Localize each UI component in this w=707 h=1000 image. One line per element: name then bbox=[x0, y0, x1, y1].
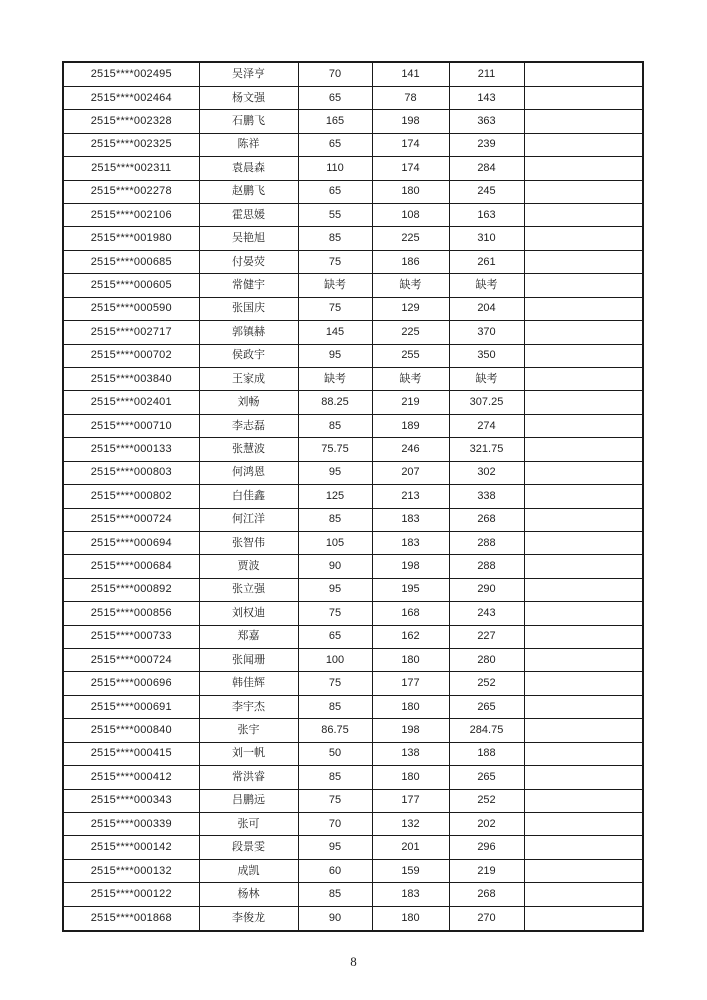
table-row bbox=[63, 859, 643, 882]
remarks-cell bbox=[524, 789, 643, 812]
total-score-cell: 363 bbox=[449, 110, 524, 133]
candidate-id-cell: 2515****002495 bbox=[63, 62, 199, 86]
score-2-cell: 207 bbox=[372, 461, 449, 484]
total-score-cell: 296 bbox=[449, 836, 524, 859]
table-row bbox=[63, 86, 643, 109]
name-cell: 付晏荧 bbox=[199, 250, 298, 273]
table-row bbox=[63, 719, 643, 742]
table-row bbox=[63, 812, 643, 835]
table-row bbox=[63, 180, 643, 203]
remarks-cell bbox=[524, 250, 643, 273]
table-row bbox=[63, 297, 643, 320]
remarks-cell bbox=[524, 110, 643, 133]
table-row bbox=[63, 836, 643, 859]
candidate-id-cell: 2515****002325 bbox=[63, 133, 199, 156]
score-2-cell: 108 bbox=[372, 204, 449, 227]
total-score-cell: 288 bbox=[449, 555, 524, 578]
candidate-id-cell: 2515****000733 bbox=[63, 625, 199, 648]
name-cell: 吕鹏远 bbox=[199, 789, 298, 812]
score-2-cell: 180 bbox=[372, 180, 449, 203]
score-2-cell: 225 bbox=[372, 321, 449, 344]
score-1-cell: 65 bbox=[298, 86, 372, 109]
total-score-cell: 缺考 bbox=[449, 367, 524, 390]
candidate-id-cell: 2515****001980 bbox=[63, 227, 199, 250]
remarks-cell bbox=[524, 485, 643, 508]
candidate-id-cell: 2515****002328 bbox=[63, 110, 199, 133]
total-score-cell: 188 bbox=[449, 742, 524, 765]
score-2-cell: 198 bbox=[372, 719, 449, 742]
score-1-cell: 60 bbox=[298, 859, 372, 882]
score-2-cell: 78 bbox=[372, 86, 449, 109]
candidate-id-cell: 2515****000339 bbox=[63, 812, 199, 835]
remarks-cell bbox=[524, 321, 643, 344]
score-1-cell: 85 bbox=[298, 414, 372, 437]
total-score-cell: 243 bbox=[449, 602, 524, 625]
table-row bbox=[63, 555, 643, 578]
score-2-cell: 159 bbox=[372, 859, 449, 882]
score-1-cell: 50 bbox=[298, 742, 372, 765]
table-row bbox=[63, 789, 643, 812]
candidate-id-cell: 2515****000892 bbox=[63, 578, 199, 601]
score-2-cell: 141 bbox=[372, 62, 449, 86]
score-2-cell: 213 bbox=[372, 485, 449, 508]
candidate-id-cell: 2515****000590 bbox=[63, 297, 199, 320]
table-row bbox=[63, 62, 643, 86]
remarks-cell bbox=[524, 508, 643, 531]
remarks-cell bbox=[524, 133, 643, 156]
total-score-cell: 370 bbox=[449, 321, 524, 344]
remarks-cell bbox=[524, 391, 643, 414]
name-cell: 张宇 bbox=[199, 719, 298, 742]
name-cell: 何江洋 bbox=[199, 508, 298, 531]
total-score-cell: 252 bbox=[449, 789, 524, 812]
remarks-cell bbox=[524, 86, 643, 109]
table-row bbox=[63, 461, 643, 484]
score-2-cell: 138 bbox=[372, 742, 449, 765]
name-cell: 袁晨森 bbox=[199, 157, 298, 180]
candidate-id-cell: 2515****002311 bbox=[63, 157, 199, 180]
score-1-cell: 86.75 bbox=[298, 719, 372, 742]
total-score-cell: 268 bbox=[449, 508, 524, 531]
remarks-cell bbox=[524, 672, 643, 695]
name-cell: 吴艳旭 bbox=[199, 227, 298, 250]
score-1-cell: 55 bbox=[298, 204, 372, 227]
table-row bbox=[63, 485, 643, 508]
score-2-cell: 129 bbox=[372, 297, 449, 320]
table-row bbox=[63, 883, 643, 906]
name-cell: 张国庆 bbox=[199, 297, 298, 320]
score-1-cell: 70 bbox=[298, 62, 372, 86]
candidate-id-cell: 2515****000685 bbox=[63, 250, 199, 273]
total-score-cell: 261 bbox=[449, 250, 524, 273]
name-cell: 成凯 bbox=[199, 859, 298, 882]
name-cell: 陈祥 bbox=[199, 133, 298, 156]
table-row bbox=[63, 250, 643, 273]
score-1-cell: 75.75 bbox=[298, 438, 372, 461]
table-row bbox=[63, 766, 643, 789]
score-2-cell: 缺考 bbox=[372, 274, 449, 297]
candidate-id-cell: 2515****000415 bbox=[63, 742, 199, 765]
table-row bbox=[63, 344, 643, 367]
total-score-cell: 202 bbox=[449, 812, 524, 835]
table-row bbox=[63, 438, 643, 461]
score-2-cell: 180 bbox=[372, 766, 449, 789]
remarks-cell bbox=[524, 836, 643, 859]
remarks-cell bbox=[524, 695, 643, 718]
name-cell: 常洪睿 bbox=[199, 766, 298, 789]
candidate-id-cell: 2515****000840 bbox=[63, 719, 199, 742]
score-2-cell: 183 bbox=[372, 883, 449, 906]
score-1-cell: 100 bbox=[298, 649, 372, 672]
candidate-id-cell: 2515****000122 bbox=[63, 883, 199, 906]
score-1-cell: 110 bbox=[298, 157, 372, 180]
remarks-cell bbox=[524, 531, 643, 554]
score-1-cell: 95 bbox=[298, 344, 372, 367]
table-row bbox=[63, 695, 643, 718]
total-score-cell: 163 bbox=[449, 204, 524, 227]
candidate-id-cell: 2515****000691 bbox=[63, 695, 199, 718]
candidate-id-cell: 2515****002278 bbox=[63, 180, 199, 203]
table-row bbox=[63, 742, 643, 765]
name-cell: 白佳鑫 bbox=[199, 485, 298, 508]
score-1-cell: 95 bbox=[298, 461, 372, 484]
page-number: 8 bbox=[350, 954, 357, 969]
score-1-cell: 65 bbox=[298, 180, 372, 203]
candidate-id-cell: 2515****002401 bbox=[63, 391, 199, 414]
name-cell: 郭镇赫 bbox=[199, 321, 298, 344]
name-cell: 侯政宇 bbox=[199, 344, 298, 367]
name-cell: 常健宇 bbox=[199, 274, 298, 297]
total-score-cell: 268 bbox=[449, 883, 524, 906]
name-cell: 刘一帆 bbox=[199, 742, 298, 765]
score-1-cell: 75 bbox=[298, 672, 372, 695]
candidate-id-cell: 2515****000343 bbox=[63, 789, 199, 812]
candidate-id-cell: 2515****002106 bbox=[63, 204, 199, 227]
name-cell: 李志磊 bbox=[199, 414, 298, 437]
score-2-cell: 177 bbox=[372, 789, 449, 812]
score-1-cell: 65 bbox=[298, 625, 372, 648]
score-1-cell: 75 bbox=[298, 297, 372, 320]
candidate-id-cell: 2515****001868 bbox=[63, 906, 199, 931]
score-2-cell: 174 bbox=[372, 133, 449, 156]
score-1-cell: 75 bbox=[298, 250, 372, 273]
score-1-cell: 70 bbox=[298, 812, 372, 835]
exam-score-table bbox=[62, 61, 644, 932]
remarks-cell bbox=[524, 883, 643, 906]
total-score-cell: 274 bbox=[449, 414, 524, 437]
score-1-cell: 125 bbox=[298, 485, 372, 508]
table-row bbox=[63, 578, 643, 601]
name-cell: 郑嘉 bbox=[199, 625, 298, 648]
total-score-cell: 280 bbox=[449, 649, 524, 672]
name-cell: 段景雯 bbox=[199, 836, 298, 859]
remarks-cell bbox=[524, 297, 643, 320]
score-1-cell: 90 bbox=[298, 555, 372, 578]
remarks-cell bbox=[524, 180, 643, 203]
candidate-id-cell: 2515****000702 bbox=[63, 344, 199, 367]
name-cell: 刘权迪 bbox=[199, 602, 298, 625]
table-row bbox=[63, 649, 643, 672]
name-cell: 王家成 bbox=[199, 367, 298, 390]
candidate-id-cell: 2515****000605 bbox=[63, 274, 199, 297]
score-1-cell: 缺考 bbox=[298, 367, 372, 390]
score-2-cell: 缺考 bbox=[372, 367, 449, 390]
score-1-cell: 85 bbox=[298, 766, 372, 789]
score-2-cell: 180 bbox=[372, 695, 449, 718]
name-cell: 杨林 bbox=[199, 883, 298, 906]
remarks-cell bbox=[524, 438, 643, 461]
remarks-cell bbox=[524, 742, 643, 765]
score-2-cell: 183 bbox=[372, 531, 449, 554]
score-1-cell: 85 bbox=[298, 508, 372, 531]
candidate-id-cell: 2515****002464 bbox=[63, 86, 199, 109]
score-2-cell: 195 bbox=[372, 578, 449, 601]
candidate-id-cell: 2515****000802 bbox=[63, 485, 199, 508]
name-cell: 李俊龙 bbox=[199, 906, 298, 931]
score-2-cell: 255 bbox=[372, 344, 449, 367]
name-cell: 杨文强 bbox=[199, 86, 298, 109]
total-score-cell: 239 bbox=[449, 133, 524, 156]
name-cell: 张可 bbox=[199, 812, 298, 835]
score-1-cell: 75 bbox=[298, 602, 372, 625]
score-2-cell: 183 bbox=[372, 508, 449, 531]
remarks-cell bbox=[524, 812, 643, 835]
total-score-cell: 284 bbox=[449, 157, 524, 180]
remarks-cell bbox=[524, 204, 643, 227]
score-2-cell: 174 bbox=[372, 157, 449, 180]
total-score-cell: 265 bbox=[449, 695, 524, 718]
score-2-cell: 132 bbox=[372, 812, 449, 835]
table-row bbox=[63, 274, 643, 297]
total-score-cell: 288 bbox=[449, 531, 524, 554]
score-2-cell: 198 bbox=[372, 110, 449, 133]
table-row bbox=[63, 391, 643, 414]
name-cell: 韩佳辉 bbox=[199, 672, 298, 695]
table-row bbox=[63, 672, 643, 695]
remarks-cell bbox=[524, 367, 643, 390]
remarks-cell bbox=[524, 555, 643, 578]
score-2-cell: 225 bbox=[372, 227, 449, 250]
candidate-id-cell: 2515****000803 bbox=[63, 461, 199, 484]
score-1-cell: 缺考 bbox=[298, 274, 372, 297]
name-cell: 何鸿恩 bbox=[199, 461, 298, 484]
name-cell: 贾波 bbox=[199, 555, 298, 578]
name-cell: 张立强 bbox=[199, 578, 298, 601]
candidate-id-cell: 2515****000412 bbox=[63, 766, 199, 789]
score-1-cell: 88.25 bbox=[298, 391, 372, 414]
name-cell: 霍思媛 bbox=[199, 204, 298, 227]
candidate-id-cell: 2515****000142 bbox=[63, 836, 199, 859]
remarks-cell bbox=[524, 625, 643, 648]
total-score-cell: 143 bbox=[449, 86, 524, 109]
score-2-cell: 219 bbox=[372, 391, 449, 414]
score-1-cell: 95 bbox=[298, 836, 372, 859]
remarks-cell bbox=[524, 906, 643, 931]
table-row bbox=[63, 414, 643, 437]
candidate-id-cell: 2515****000724 bbox=[63, 649, 199, 672]
remarks-cell bbox=[524, 344, 643, 367]
score-table-body bbox=[63, 62, 643, 931]
table-row bbox=[63, 133, 643, 156]
table-row bbox=[63, 906, 643, 931]
score-1-cell: 85 bbox=[298, 883, 372, 906]
total-score-cell: 211 bbox=[449, 62, 524, 86]
total-score-cell: 219 bbox=[449, 859, 524, 882]
candidate-id-cell: 2515****000132 bbox=[63, 859, 199, 882]
score-2-cell: 246 bbox=[372, 438, 449, 461]
table-row bbox=[63, 602, 643, 625]
total-score-cell: 310 bbox=[449, 227, 524, 250]
table-row bbox=[63, 625, 643, 648]
score-2-cell: 189 bbox=[372, 414, 449, 437]
total-score-cell: 227 bbox=[449, 625, 524, 648]
score-2-cell: 201 bbox=[372, 836, 449, 859]
table-row bbox=[63, 508, 643, 531]
total-score-cell: 284.75 bbox=[449, 719, 524, 742]
total-score-cell: 265 bbox=[449, 766, 524, 789]
score-1-cell: 95 bbox=[298, 578, 372, 601]
score-1-cell: 165 bbox=[298, 110, 372, 133]
score-2-cell: 180 bbox=[372, 649, 449, 672]
total-score-cell: 338 bbox=[449, 485, 524, 508]
score-1-cell: 85 bbox=[298, 227, 372, 250]
candidate-id-cell: 2515****000724 bbox=[63, 508, 199, 531]
candidate-id-cell: 2515****000856 bbox=[63, 602, 199, 625]
candidate-id-cell: 2515****000696 bbox=[63, 672, 199, 695]
score-1-cell: 105 bbox=[298, 531, 372, 554]
remarks-cell bbox=[524, 461, 643, 484]
score-2-cell: 177 bbox=[372, 672, 449, 695]
total-score-cell: 245 bbox=[449, 180, 524, 203]
remarks-cell bbox=[524, 414, 643, 437]
candidate-id-cell: 2515****000133 bbox=[63, 438, 199, 461]
total-score-cell: 缺考 bbox=[449, 274, 524, 297]
remarks-cell bbox=[524, 719, 643, 742]
remarks-cell bbox=[524, 157, 643, 180]
total-score-cell: 307.25 bbox=[449, 391, 524, 414]
table-row bbox=[63, 531, 643, 554]
name-cell: 吴泽亨 bbox=[199, 62, 298, 86]
remarks-cell bbox=[524, 227, 643, 250]
total-score-cell: 290 bbox=[449, 578, 524, 601]
score-1-cell: 85 bbox=[298, 695, 372, 718]
remarks-cell bbox=[524, 578, 643, 601]
score-2-cell: 168 bbox=[372, 602, 449, 625]
remarks-cell bbox=[524, 274, 643, 297]
total-score-cell: 270 bbox=[449, 906, 524, 931]
total-score-cell: 302 bbox=[449, 461, 524, 484]
table-row bbox=[63, 227, 643, 250]
score-1-cell: 145 bbox=[298, 321, 372, 344]
score-2-cell: 198 bbox=[372, 555, 449, 578]
remarks-cell bbox=[524, 649, 643, 672]
name-cell: 张智伟 bbox=[199, 531, 298, 554]
name-cell: 石鹏飞 bbox=[199, 110, 298, 133]
score-2-cell: 180 bbox=[372, 906, 449, 931]
total-score-cell: 252 bbox=[449, 672, 524, 695]
table-row bbox=[63, 110, 643, 133]
candidate-id-cell: 2515****002717 bbox=[63, 321, 199, 344]
table-row bbox=[63, 321, 643, 344]
candidate-id-cell: 2515****003840 bbox=[63, 367, 199, 390]
total-score-cell: 350 bbox=[449, 344, 524, 367]
table-row bbox=[63, 204, 643, 227]
candidate-id-cell: 2515****000710 bbox=[63, 414, 199, 437]
remarks-cell bbox=[524, 766, 643, 789]
name-cell: 张闻珊 bbox=[199, 649, 298, 672]
score-1-cell: 75 bbox=[298, 789, 372, 812]
remarks-cell bbox=[524, 859, 643, 882]
candidate-id-cell: 2515****000694 bbox=[63, 531, 199, 554]
score-1-cell: 65 bbox=[298, 133, 372, 156]
total-score-cell: 321.75 bbox=[449, 438, 524, 461]
total-score-cell: 204 bbox=[449, 297, 524, 320]
remarks-cell bbox=[524, 602, 643, 625]
remarks-cell bbox=[524, 62, 643, 86]
score-1-cell: 90 bbox=[298, 906, 372, 931]
score-2-cell: 186 bbox=[372, 250, 449, 273]
name-cell: 张慧波 bbox=[199, 438, 298, 461]
name-cell: 刘畅 bbox=[199, 391, 298, 414]
score-2-cell: 162 bbox=[372, 625, 449, 648]
name-cell: 李宇杰 bbox=[199, 695, 298, 718]
name-cell: 赵鹏飞 bbox=[199, 180, 298, 203]
table-row bbox=[63, 157, 643, 180]
candidate-id-cell: 2515****000684 bbox=[63, 555, 199, 578]
table-row bbox=[63, 367, 643, 390]
